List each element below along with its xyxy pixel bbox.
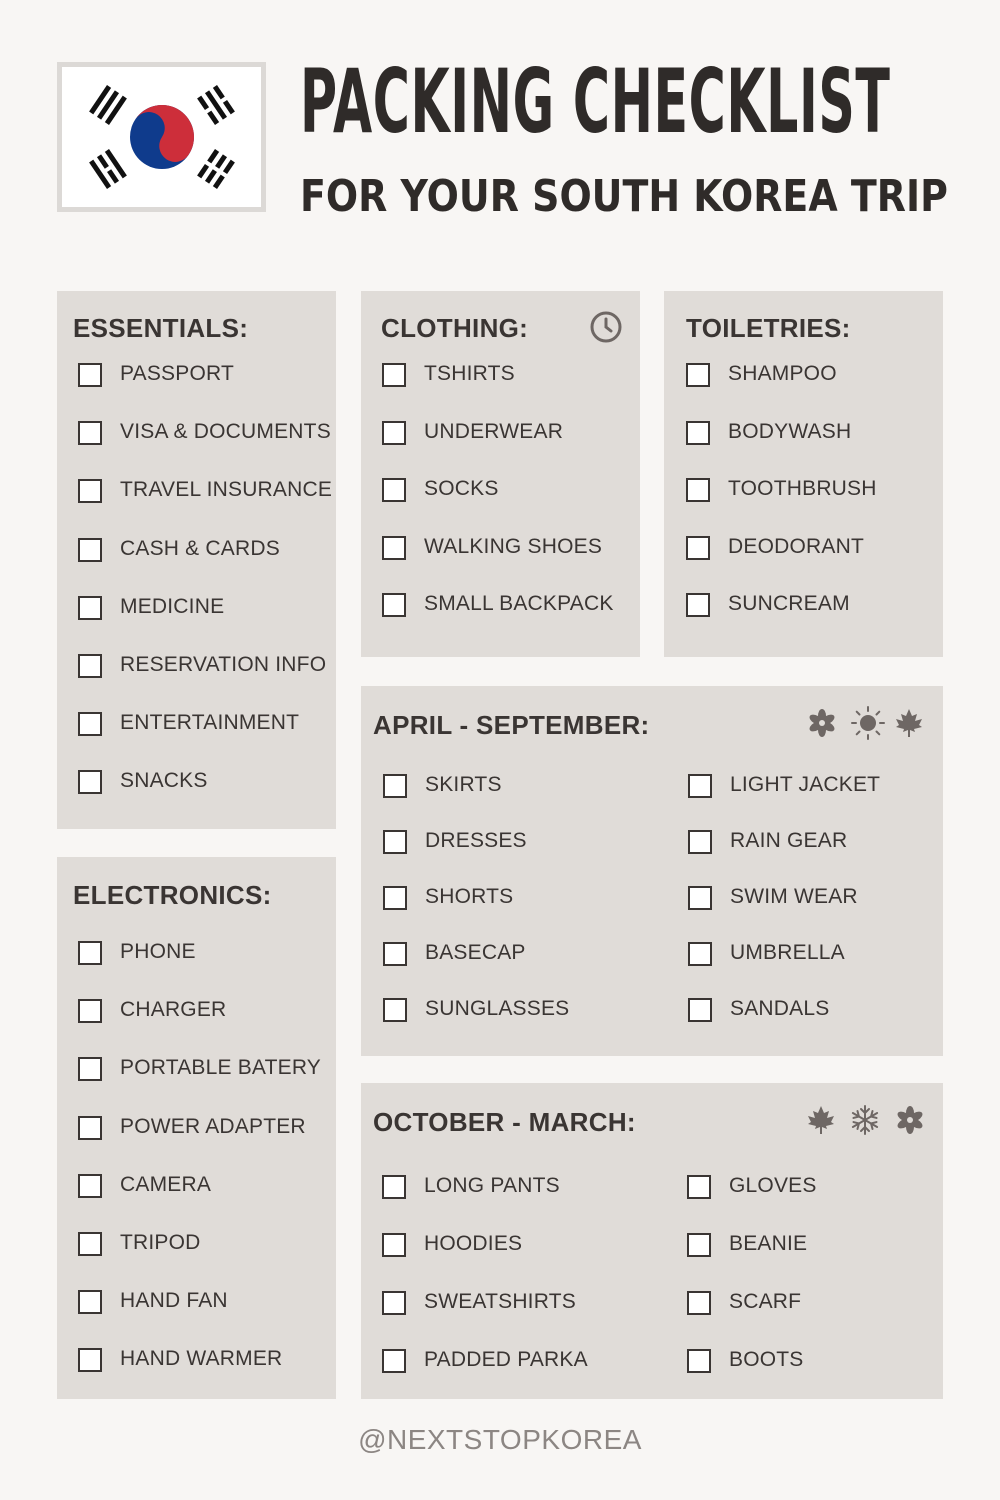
clothing-panel bbox=[361, 291, 640, 657]
checkbox[interactable] bbox=[382, 1175, 406, 1199]
checklist-item-label: BOOTS bbox=[729, 1348, 804, 1371]
toiletries-title: TOILETRIES: bbox=[686, 313, 851, 343]
checklist-item-label: BODYWASH bbox=[728, 419, 852, 443]
clothing-title: CLOTHING: bbox=[381, 313, 529, 343]
checklist-item-label: VISA & DOCUMENTS bbox=[120, 420, 331, 444]
essentials-panel bbox=[57, 291, 336, 829]
checkbox[interactable] bbox=[382, 1291, 406, 1315]
checklist-item-label: DRESSES bbox=[425, 829, 527, 852]
checklist-item-label: SHORTS bbox=[425, 885, 514, 908]
checkbox[interactable] bbox=[78, 479, 102, 503]
clock-icon bbox=[589, 310, 623, 344]
checklist-item-label: PADDED PARKA bbox=[424, 1348, 588, 1371]
checklist-item-label: LONG PANTS bbox=[424, 1174, 560, 1197]
checkbox[interactable] bbox=[78, 538, 102, 562]
checkbox[interactable] bbox=[688, 774, 712, 798]
checklist-item-label: HOODIES bbox=[424, 1232, 523, 1255]
checkbox[interactable] bbox=[383, 886, 407, 910]
electronics-panel bbox=[57, 857, 336, 1399]
checklist-item-label: TRIPOD bbox=[120, 1231, 201, 1254]
checklist-item-label: PASSPORT bbox=[120, 362, 235, 385]
checklist-item-label: GLOVES bbox=[729, 1174, 817, 1197]
checkbox[interactable] bbox=[382, 593, 406, 617]
checkbox[interactable] bbox=[383, 830, 407, 854]
checkbox[interactable] bbox=[688, 886, 712, 910]
checklist-item-label: PHONE bbox=[120, 940, 196, 963]
checkbox[interactable] bbox=[382, 363, 406, 387]
checklist-item-label: TRAVEL INSURANCE bbox=[120, 478, 333, 502]
checklist-item-label: SUNGLASSES bbox=[425, 997, 570, 1020]
checkbox[interactable] bbox=[383, 998, 407, 1022]
checklist-item-label: CASH & CARDS bbox=[120, 536, 280, 560]
checkbox[interactable] bbox=[78, 363, 102, 387]
checkbox[interactable] bbox=[383, 774, 407, 798]
checklist-item-label: SOCKS bbox=[424, 477, 499, 501]
checklist-item-label: SKIRTS bbox=[425, 773, 502, 796]
footer-handle: @NEXTSTOPKOREA bbox=[358, 1424, 642, 1455]
checkbox[interactable] bbox=[78, 1290, 102, 1314]
checkbox[interactable] bbox=[78, 1116, 102, 1140]
checkbox[interactable] bbox=[78, 941, 102, 965]
checklist-item-label: UNDERWEAR bbox=[424, 419, 564, 443]
maple-leaf-icon bbox=[806, 1105, 836, 1135]
maple-leaf-icon bbox=[894, 708, 924, 738]
korean-flag bbox=[57, 62, 266, 212]
checkbox[interactable] bbox=[382, 421, 406, 445]
checkbox[interactable] bbox=[687, 1233, 711, 1257]
april-september-panel bbox=[361, 686, 943, 1056]
checkbox[interactable] bbox=[688, 942, 712, 966]
toiletries-panel bbox=[664, 291, 943, 657]
april-september-title: APRIL - SEPTEMBER: bbox=[373, 710, 650, 740]
checkbox[interactable] bbox=[687, 1291, 711, 1315]
checklist-item-label: MEDICINE bbox=[120, 594, 225, 618]
checklist-item-label: SANDALS bbox=[730, 997, 830, 1020]
checkbox[interactable] bbox=[686, 478, 710, 502]
page-title: PACKING CHECKLIST bbox=[300, 50, 891, 153]
electronics-title: ELECTRONICS: bbox=[73, 880, 272, 910]
checkbox[interactable] bbox=[686, 421, 710, 445]
checklist-item-label: SHAMPOO bbox=[728, 362, 837, 385]
checkbox[interactable] bbox=[688, 830, 712, 854]
checkbox[interactable] bbox=[686, 536, 710, 560]
checkbox[interactable] bbox=[687, 1349, 711, 1373]
checkbox[interactable] bbox=[78, 1348, 102, 1372]
checklist-item-label: SWEATSHIRTS bbox=[424, 1290, 576, 1313]
checklist-item-label: POWER ADAPTER bbox=[120, 1114, 306, 1138]
checkbox[interactable] bbox=[686, 593, 710, 617]
checkbox[interactable] bbox=[382, 1349, 406, 1373]
checkbox[interactable] bbox=[382, 1233, 406, 1257]
checkbox[interactable] bbox=[78, 421, 102, 445]
checklist-item-label: CAMERA bbox=[120, 1172, 212, 1196]
checklist-item-label: UMBRELLA bbox=[730, 941, 845, 964]
snowflake-icon bbox=[849, 1104, 881, 1136]
checkbox[interactable] bbox=[382, 536, 406, 560]
checklist-item-label: SNACKS bbox=[120, 769, 208, 793]
essentials-title: ESSENTIALS: bbox=[73, 313, 249, 343]
checklist-item-label: WALKING SHOES bbox=[424, 534, 603, 558]
checkbox[interactable] bbox=[78, 654, 102, 678]
checkbox[interactable] bbox=[78, 712, 102, 736]
checklist-item-label: LIGHT JACKET bbox=[730, 773, 881, 796]
checkbox[interactable] bbox=[78, 999, 102, 1023]
flower-icon bbox=[895, 1105, 925, 1135]
checklist-item-label: PORTABLE BATERY bbox=[120, 1056, 322, 1080]
checkbox[interactable] bbox=[78, 1057, 102, 1081]
checkbox[interactable] bbox=[687, 1175, 711, 1199]
checklist-item-label: BEANIE bbox=[729, 1232, 808, 1255]
checkbox[interactable] bbox=[688, 998, 712, 1022]
checkbox[interactable] bbox=[382, 478, 406, 502]
checklist-item-label: SUNCREAM bbox=[728, 592, 850, 616]
checklist-item-label: DEODORANT bbox=[728, 534, 864, 558]
checkbox[interactable] bbox=[78, 596, 102, 620]
sun-icon bbox=[850, 705, 886, 741]
october-march-title: OCTOBER - MARCH: bbox=[373, 1107, 636, 1137]
checklist-item-label: SMALL BACKPACK bbox=[424, 592, 614, 616]
checklist-item-label: ENTERTAINMENT bbox=[120, 711, 300, 735]
checklist-item-label: BASECAP bbox=[425, 941, 526, 964]
checklist-item-label: SWIM WEAR bbox=[730, 885, 858, 908]
checklist-item-label: HAND WARMER bbox=[120, 1347, 283, 1371]
checkbox[interactable] bbox=[686, 363, 710, 387]
flower-icon bbox=[807, 708, 837, 738]
korean-flag-graphic bbox=[62, 67, 261, 207]
checklist-item-label: RESERVATION INFO bbox=[120, 653, 327, 676]
page-subtitle: FOR YOUR SOUTH KOREA TRIP bbox=[300, 171, 948, 222]
checkbox[interactable] bbox=[78, 1174, 102, 1198]
checklist-item-label: TSHIRTS bbox=[424, 362, 515, 385]
checkbox[interactable] bbox=[78, 770, 102, 794]
checklist-item-label: RAIN GEAR bbox=[730, 829, 848, 852]
checklist-item-label: HAND FAN bbox=[120, 1289, 228, 1313]
checkbox[interactable] bbox=[383, 942, 407, 966]
october-march-panel bbox=[361, 1083, 943, 1399]
checklist-item-label: CHARGER bbox=[120, 998, 227, 1022]
checklist-item-label: TOOTHBRUSH bbox=[728, 477, 877, 501]
checkbox[interactable] bbox=[78, 1232, 102, 1256]
checklist-item-label: SCARF bbox=[729, 1290, 802, 1313]
